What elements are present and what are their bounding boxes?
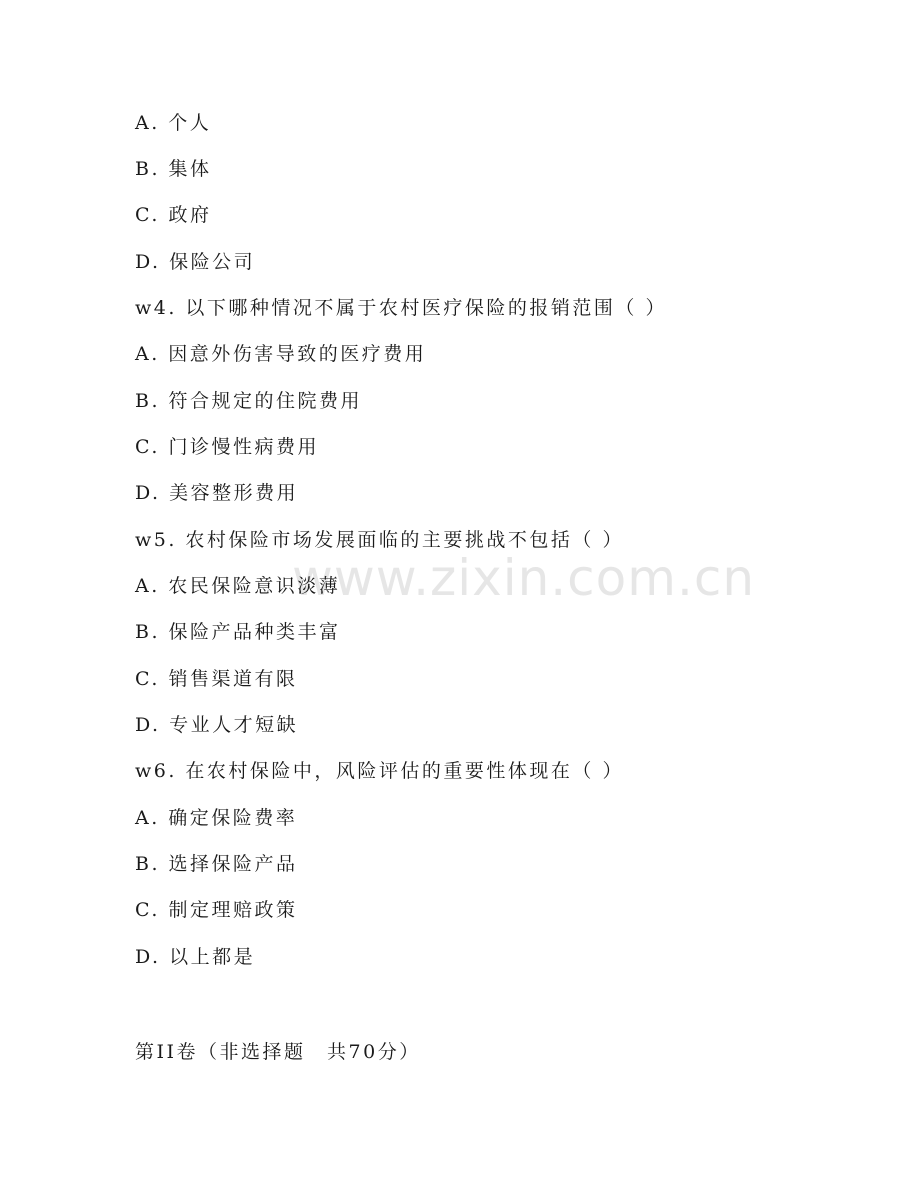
option-d-w5: D. 专业人才短缺 (135, 714, 299, 736)
watermark: www.zixin.com.cn (292, 549, 756, 607)
option-a-w4: A. 因意外伤害导致的医疗费用 (135, 343, 427, 365)
option-a-w6: A. 确定保险费率 (135, 807, 298, 829)
option-a-q3: A. 个人 (135, 112, 212, 134)
option-a-w5: A. 农民保险意识淡薄 (135, 575, 341, 597)
option-c-w4: C. 门诊慢性病费用 (135, 436, 319, 458)
option-b-w5: B. 保险产品种类丰富 (135, 621, 341, 643)
option-d-w4: D. 美容整形费用 (135, 482, 299, 504)
question-w5: w5. 农村保险市场发展面临的主要挑战不包括（ ） (135, 529, 624, 551)
question-w4: w4. 以下哪种情况不属于农村医疗保险的报销范围（ ） (135, 297, 667, 319)
option-b-w6: B. 选择保险产品 (135, 853, 298, 875)
question-w6: w6. 在农村保险中，风险评估的重要性体现在（ ） (135, 760, 624, 782)
option-b-w4: B. 符合规定的住院费用 (135, 390, 363, 412)
option-d-w6: D. 以上都是 (135, 946, 256, 968)
section-title: 第II卷（非选择题 共70分） (135, 1041, 421, 1063)
option-c-q3: C. 政府 (135, 204, 212, 226)
option-b-q3: B. 集体 (135, 158, 212, 180)
option-c-w6: C. 制定理赔政策 (135, 899, 298, 921)
option-c-w5: C. 销售渠道有限 (135, 668, 298, 690)
option-d-q3: D. 保险公司 (135, 251, 256, 273)
